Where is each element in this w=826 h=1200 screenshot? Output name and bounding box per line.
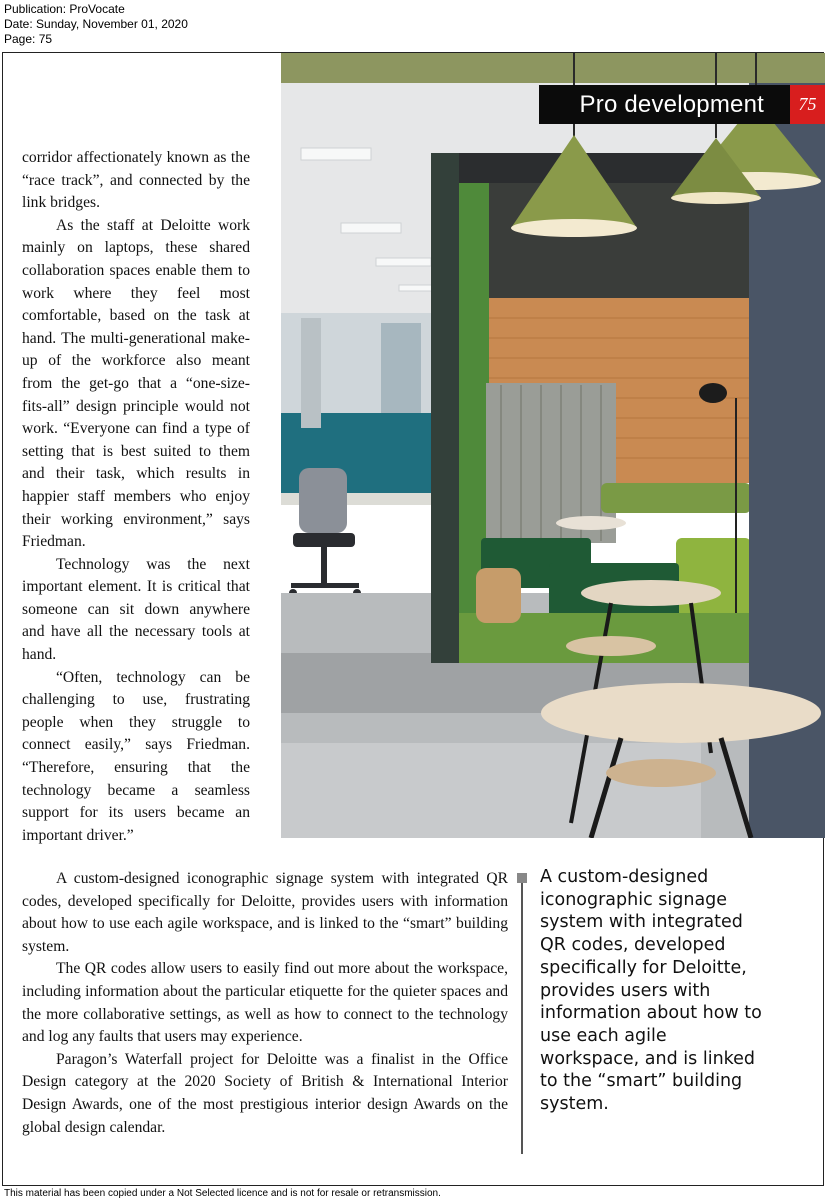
section-title-banner: Pro development [539, 85, 790, 124]
body-paragraph: Paragon’s Waterfall project for Deloitte was a finalist in the Office Design category at the 2020 Society of British & International Interior Design Awards, one of the most prestigious interior design Awards on the global design calendar. [22, 1050, 508, 1136]
body-paragraph: A custom-designed iconographic signage system with integrated QR codes, developed specifically for Deloitte, provides users with information about how to use each agile workspace, and is linked to the “smart” building system. [22, 870, 508, 955]
copyright-notice: This material has been copied under a Not Selected licence and is not for resale or retransmission. [4, 1188, 441, 1199]
publication-page: Page: 75 [4, 32, 53, 46]
body-paragraph: As the staff at Deloitte work mainly on laptops, these shared collaboration spaces enable them to work where they feel most comfortable, based on the task at hand. The multi-generational make-up of the workforce also meant from the get-go that a “one-size-fits-all” design principle would not work. “Everyone can find a type of setting that is best suited to them and their task, which results in happier staff members who enjoy their working environment,” says Friedman. [22, 216, 250, 551]
office-interior-photo [281, 53, 825, 838]
pull-quote-rule [521, 876, 523, 1154]
pull-quote-square-icon [517, 873, 527, 883]
page-number-badge: 75 [790, 85, 825, 124]
body-paragraph: The QR codes allow users to easily find out more about the workspace, including information about the particular etiquette for the quieter spaces and the more collaborative settings, as well as how to connect to the technology and log any faults that users may experience. [22, 960, 508, 1046]
left-text-column [22, 147, 250, 847]
pull-quote: A custom-designed iconographic signage system with integrated QR codes, developed specifically for Deloitte, provides users with information about how to use each agile workspace, and is linked to the “smart” building system. [540, 867, 762, 1115]
body-paragraph: Technology was the next important element. It is critical that someone can sit down anywhere and have all the necessary tools at hand. [22, 555, 250, 664]
publication-name: Publication: ProVocate [4, 2, 125, 16]
publication-date: Date: Sunday, November 01, 2020 [4, 17, 188, 31]
wide-text-column [22, 868, 508, 1139]
publication-meta [4, 2, 188, 47]
body-paragraph: corridor affectionately known as the “race track”, and connected by the link bridges. [22, 149, 250, 212]
body-paragraph: “Often, technology can be challenging to use, frustrating people when they struggle to connect easily,” says Friedman. “Therefore, ensuring that the technology became a seamless support for its users became an important driver.” [22, 668, 250, 844]
